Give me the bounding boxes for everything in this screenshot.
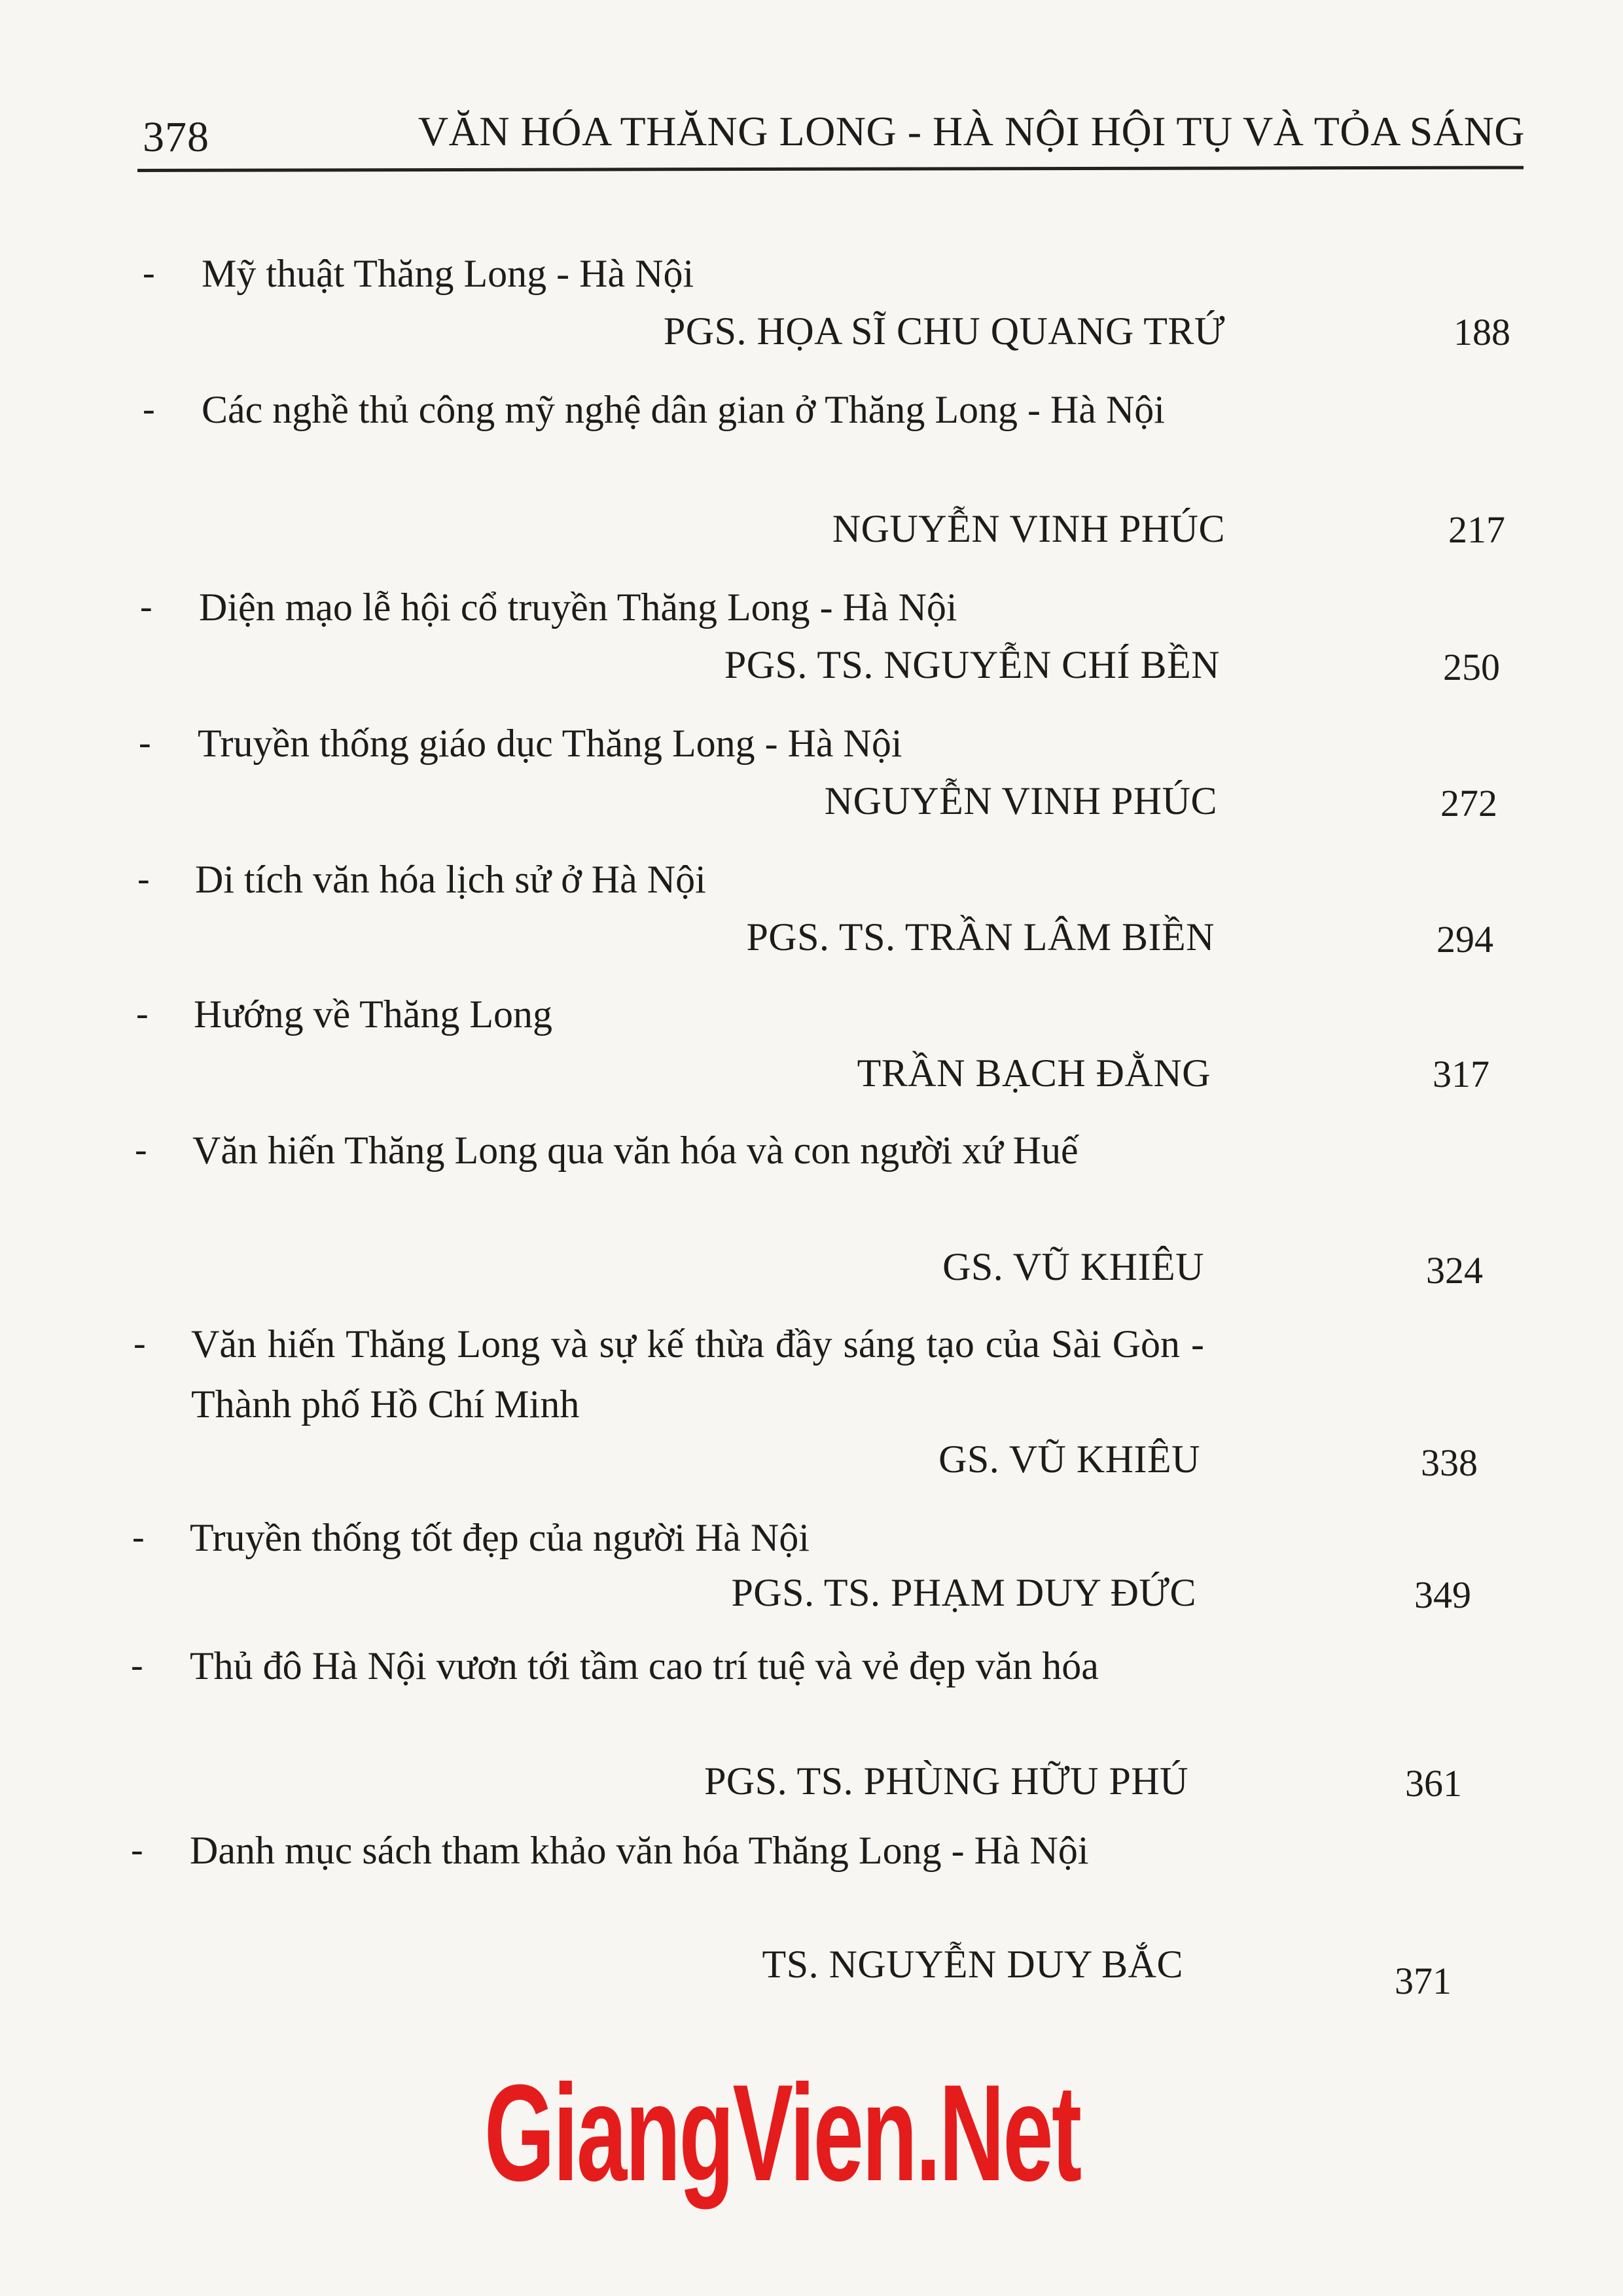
entry-page-number[interactable]: 338	[1421, 1441, 1478, 1484]
entry-bullet: -	[134, 1323, 146, 1364]
entry-bullet: -	[139, 722, 151, 763]
entry-author[interactable]: PGS. HỌA SĨ CHU QUANG TRỨ	[663, 309, 1225, 353]
entry-bullet: -	[136, 993, 149, 1034]
entry-author[interactable]: PGS. TS. NGUYỄN CHÍ BỀN	[724, 643, 1220, 686]
entry-bullet: -	[131, 1645, 143, 1686]
entry-author[interactable]: PGS. TS. PHẠM DUY ĐỨC	[731, 1571, 1196, 1614]
entry-page-number[interactable]: 272	[1440, 782, 1497, 824]
entry-page-number[interactable]: 217	[1448, 508, 1505, 551]
entry-title: Diện mạo lễ hội cổ truyền Thăng Long - Hà Nội	[199, 586, 957, 629]
running-head	[137, 105, 1525, 170]
entry-page-number[interactable]: 324	[1426, 1249, 1483, 1292]
entry-page-number[interactable]: 371	[1395, 1960, 1452, 2002]
entry-title: Truyền thống tốt đẹp của người Hà Nội	[190, 1516, 810, 1559]
entry-title: Thủ đô Hà Nội vươn tới tầm cao trí tuệ và vẻ đẹp văn hóa	[190, 1644, 1099, 1687]
entry-title: Hướng về Thăng Long	[194, 993, 553, 1036]
watermark-logo: GiangVien.Net	[484, 2056, 1080, 2210]
entry-title: Danh mục sách tham khảo văn hóa Thăng Long - Hà Nội	[190, 1829, 1089, 1872]
entry-title: Các nghề thủ công mỹ nghệ dân gian ở Thăng Long - Hà Nội	[202, 388, 1165, 431]
entry-page-number[interactable]: 349	[1414, 1574, 1471, 1616]
entry-author[interactable]: PGS. TS. TRẦN LÂM BIỀN	[746, 915, 1215, 959]
entry-author[interactable]: TS. NGUYỄN DUY BẮC	[762, 1943, 1183, 1986]
entry-page-number[interactable]: 188	[1454, 311, 1510, 353]
entry-bullet: -	[135, 1129, 147, 1170]
entry-author[interactable]: GS. VŨ KHIÊU	[942, 1245, 1204, 1288]
entry-bullet: -	[132, 1517, 145, 1557]
entry-title: Văn hiến Thăng Long qua văn hóa và con người xứ Huế	[192, 1129, 1079, 1172]
entry-author[interactable]: PGS. TS. PHÙNG HỮU PHÚ	[704, 1759, 1188, 1803]
book-title: VĂN HÓA THĂNG LONG - HÀ NỘI HỘI TỤ VÀ TỎA SÁNG	[418, 108, 1525, 154]
entry-title: Văn hiến Thăng Long và sự kế thừa đầy sáng tạo của Sài Gòn - Thành phố Hồ Chí Minh	[191, 1322, 1204, 1426]
entry-bullet: -	[137, 858, 150, 899]
entry-author[interactable]: GS. VŨ KHIÊU	[938, 1438, 1200, 1481]
entry-author[interactable]: NGUYỄN VINH PHÚC	[824, 779, 1217, 822]
entry-bullet: -	[131, 1829, 143, 1870]
page-number: 378	[143, 113, 209, 161]
entry-title: Truyền thống giáo dục Thăng Long - Hà Nội	[198, 722, 902, 765]
entry-bullet: -	[140, 586, 152, 627]
entry-bullet: -	[143, 389, 155, 429]
entry-page-number[interactable]: 361	[1405, 1762, 1462, 1805]
entry-page-number[interactable]: 250	[1443, 646, 1500, 688]
entry-bullet: -	[143, 253, 155, 293]
entry-author[interactable]: NGUYỄN VINH PHÚC	[832, 507, 1225, 550]
entry-author[interactable]: TRẦN BẠCH ĐẰNG	[857, 1051, 1211, 1095]
entry-page-number[interactable]: 294	[1436, 918, 1493, 961]
entry-title: Mỹ thuật Thăng Long - Hà Nội	[202, 252, 694, 295]
entry-page-number[interactable]: 317	[1433, 1053, 1489, 1095]
entry-title: Di tích văn hóa lịch sử ở Hà Nội	[195, 858, 706, 901]
